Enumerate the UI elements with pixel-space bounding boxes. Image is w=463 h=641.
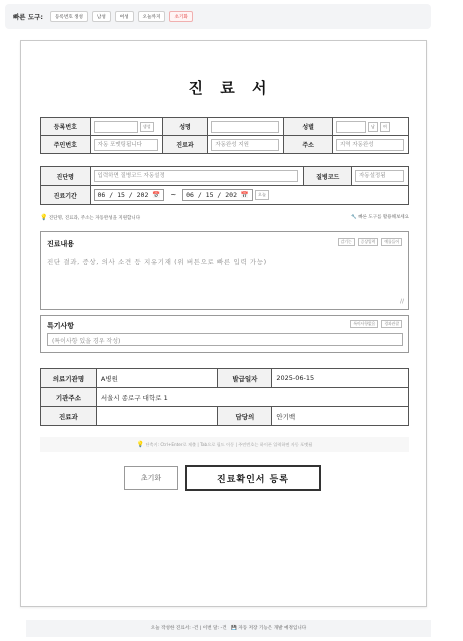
special-section [40,315,409,353]
content-quick-button-2[interactable]: 증상입력 [358,238,379,246]
content-quick-button-1[interactable]: 감기는 [338,238,355,246]
dept2-label: 진료과 [41,407,97,426]
special-input[interactable]: (특이사항 있을 경우 작성) [47,333,403,346]
content-quick-button-3[interactable]: 예를들어 [381,238,402,246]
wrench-icon: 🔧 [351,215,357,220]
addr-input[interactable]: 지역 자동완성 [336,139,404,151]
footer-bar [26,620,431,637]
footer-stats: 오늘 작성한 진료서: -건 | 이번 달: -건 [150,626,227,631]
quick-tools-label: 빠른 도구: [13,13,43,21]
content-textarea[interactable]: 진단 결과, 증상, 의사 소견 등 지유기재 (위 버튼으로 빠른 입력 가능) [47,258,267,266]
bulb-icon: 💡 [40,214,48,221]
issue-date-label: 발급일자 [218,369,272,388]
special-quick-button-2[interactable]: 경과관찰 [381,320,402,328]
institution-table [40,368,409,426]
inst-addr-value: 서울시 종로구 대학로 1 [96,388,408,407]
gender-female-button[interactable]: 여 [380,122,390,132]
name-input[interactable] [211,121,279,133]
hint-right: 빠른 도구를 활용해보세요 [358,215,409,220]
addr-label: 주소 [284,136,333,154]
today-button[interactable]: 오늘 [255,190,269,200]
reset-button[interactable]: 초기화 [124,466,178,490]
date-from-value: 06 / 15 / 202 [97,191,149,199]
ssn-label: 주민번호 [41,136,91,154]
save-icon: 💾 [231,626,237,631]
dept-label: 진료과 [162,136,208,154]
gender-input[interactable] [336,121,366,133]
diag-label: 진단명 [41,167,91,186]
period-label: 진료기간 [41,186,91,205]
patient-info-table [40,117,409,154]
inst-value: A병원 [96,369,218,388]
inst-addr-label: 기관주소 [41,388,97,407]
reg-no-label: 등록번호 [41,118,91,136]
gender-label: 성별 [284,118,333,136]
hint-row [40,214,409,221]
hint-left: 진단명, 진료과, 주소는 자동완성을 지원합니다 [48,216,141,221]
date-to-input[interactable] [182,189,253,201]
dept-input[interactable]: 자동완성 지원 [211,139,279,151]
doctor-value: 안기백 [272,407,409,426]
gender-male-button[interactable]: 남 [368,122,378,132]
female-button[interactable]: 여성 [115,11,134,22]
form-title: 진 료 서 [188,79,273,97]
date-to-value: 06 / 15 / 202 [186,191,237,199]
code-input[interactable]: 자동설정됨 [355,170,404,182]
ssn-input[interactable]: 자동 포맷팅됩니다 [94,139,158,151]
special-title: 특기사항 [47,322,75,330]
date-from-input[interactable] [94,189,165,201]
submit-button[interactable]: 진료확인서 등록 [185,465,321,491]
inst-label: 의료기관명 [41,369,97,388]
code-label: 질병코드 [304,167,352,186]
shortcut-tip [40,437,409,452]
diag-input[interactable]: 입력하면 질병코드 자동설정 [94,170,298,182]
calendar-icon: 📅 [240,191,249,199]
shortcut-tip-text: 단축키: Ctrl+Enter로 제출 | Tab으로 필드 이동 | 주민번호는 하이픈 입력하면 자동 포맷됨 [145,442,313,447]
reg-no-generate-button[interactable]: 생성 [140,122,154,132]
until-today-button[interactable]: 오늘까지 [138,11,166,22]
dept2-value [96,407,218,426]
calendar-icon: 📅 [152,191,161,199]
resize-handle-icon[interactable]: ∕∕ [399,298,404,305]
content-section [40,231,409,310]
footer-save-note: 자동 저장 기능은 개발 예정입니다 [238,626,307,631]
content-title: 진료내용 [47,240,75,248]
doctor-label: 담당의 [218,407,272,426]
quick-tools-bar [5,4,431,29]
name-label: 성명 [162,118,208,136]
diagnosis-table [40,166,409,205]
reg-no-input[interactable] [94,121,138,133]
quick-reset-button[interactable]: 초기화 [169,11,192,22]
issue-date-value: 2025-06-15 [272,369,409,388]
male-button[interactable]: 남성 [92,11,111,22]
tilde-separator: ~ [170,190,177,199]
bulb-icon: 💡 [136,441,145,448]
special-quick-button-1[interactable]: 특이사항없음 [350,320,378,328]
generate-regno-button[interactable]: 등록번호 생성 [50,11,88,22]
